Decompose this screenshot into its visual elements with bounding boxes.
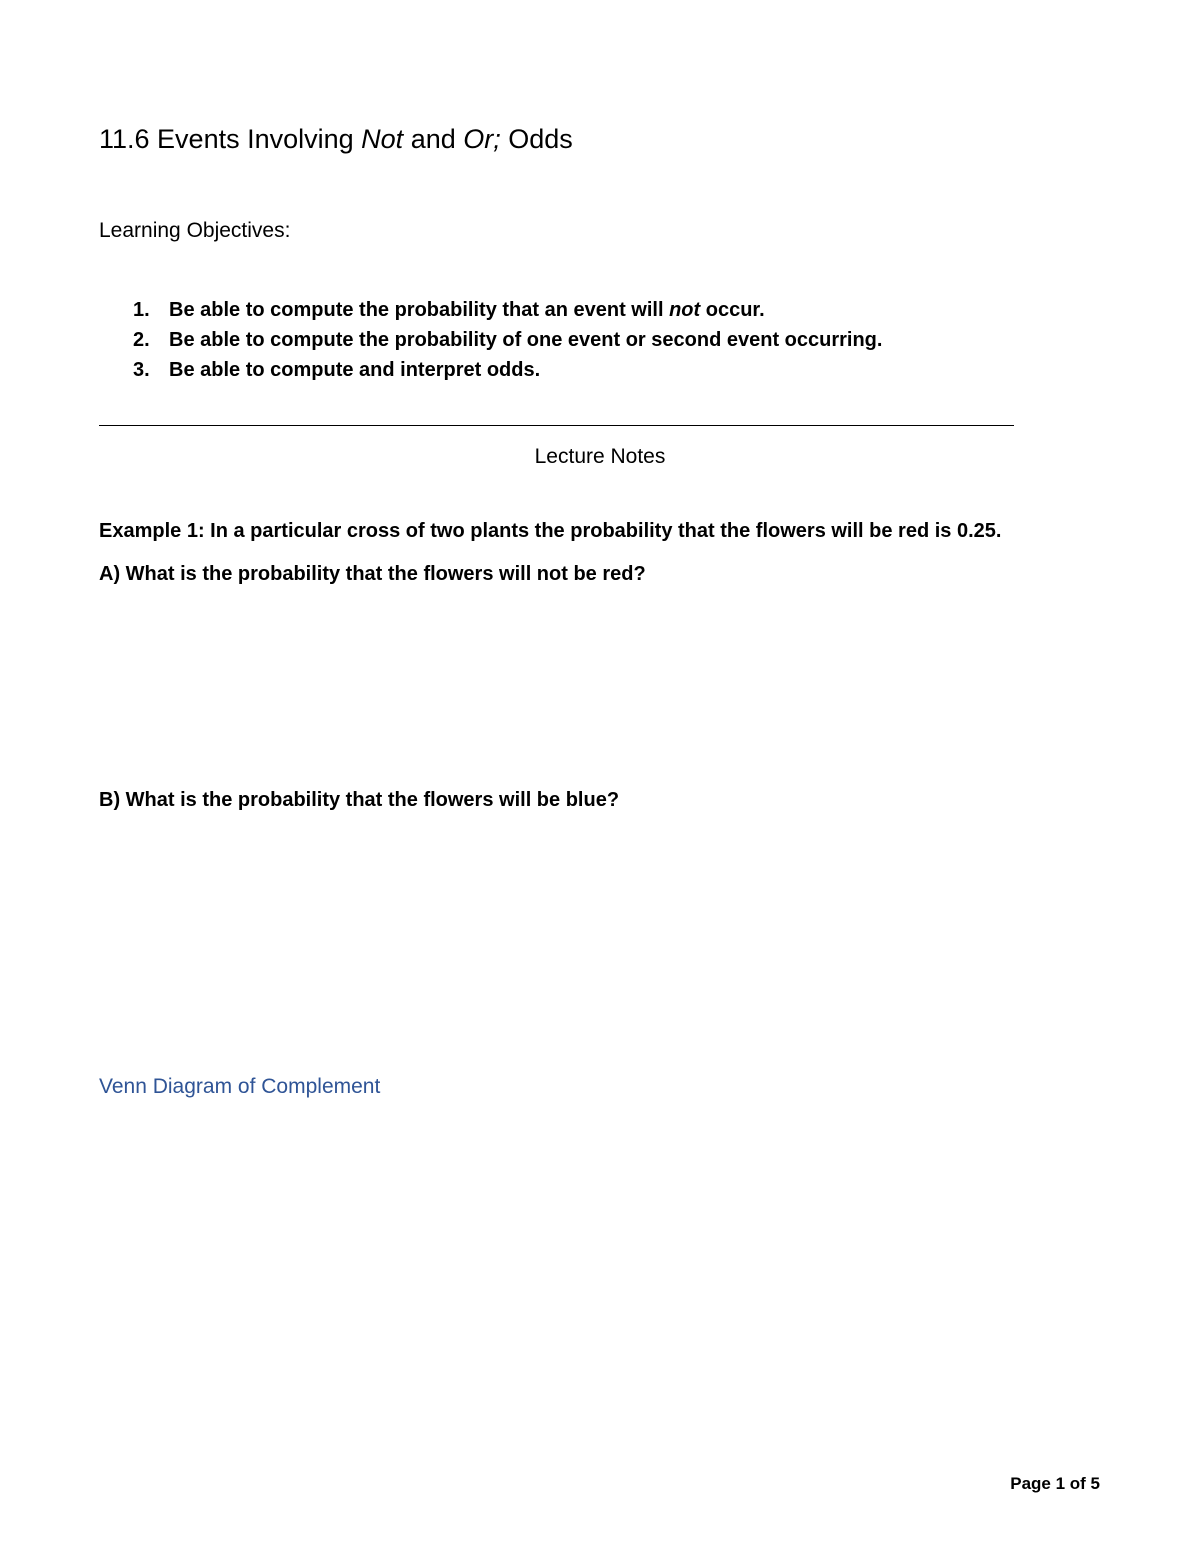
- question-a: A) What is the probability that the flowers will not be red?: [99, 563, 646, 585]
- lecture-notes-heading: Lecture Notes: [534, 445, 666, 468]
- objectives-list: [99, 295, 882, 385]
- objective-item: [99, 325, 882, 355]
- title-prefix: 11.6 Events Involving: [99, 124, 362, 154]
- objective-number: 3.: [133, 359, 150, 381]
- title-middle: and: [403, 124, 464, 154]
- objective-text: Be able to compute and interpret odds.: [169, 359, 541, 381]
- learning-objectives-label: Learning Objectives:: [99, 219, 291, 242]
- objective-text-end: occur.: [700, 299, 765, 321]
- objective-text: Be able to compute the probability that an event will: [169, 299, 670, 321]
- objective-item: [99, 295, 882, 325]
- objective-number: 2.: [133, 329, 150, 351]
- venn-diagram-heading: Venn Diagram of Complement: [99, 1075, 381, 1098]
- objective-item: [99, 355, 882, 385]
- objective-emphasis: not: [669, 299, 701, 321]
- title-word-not: Not: [361, 124, 404, 154]
- example-1-label: Example 1:: [99, 520, 205, 542]
- title-word-or: Or;: [463, 124, 501, 154]
- title-suffix: Odds: [500, 124, 573, 154]
- objective-number: 1.: [133, 299, 150, 321]
- objective-text: Be able to compute the probability of one event or second event occurring.: [169, 329, 883, 351]
- page-title: [99, 124, 573, 155]
- example-1: [99, 520, 1001, 543]
- question-b: B) What is the probability that the flowers will be blue?: [99, 789, 620, 811]
- example-1-text: In a particular cross of two plants the probability that the flowers will be red is 0.25.: [204, 520, 1002, 542]
- page-number: Page 1 of 5: [1010, 1474, 1100, 1493]
- horizontal-divider: [99, 425, 1014, 426]
